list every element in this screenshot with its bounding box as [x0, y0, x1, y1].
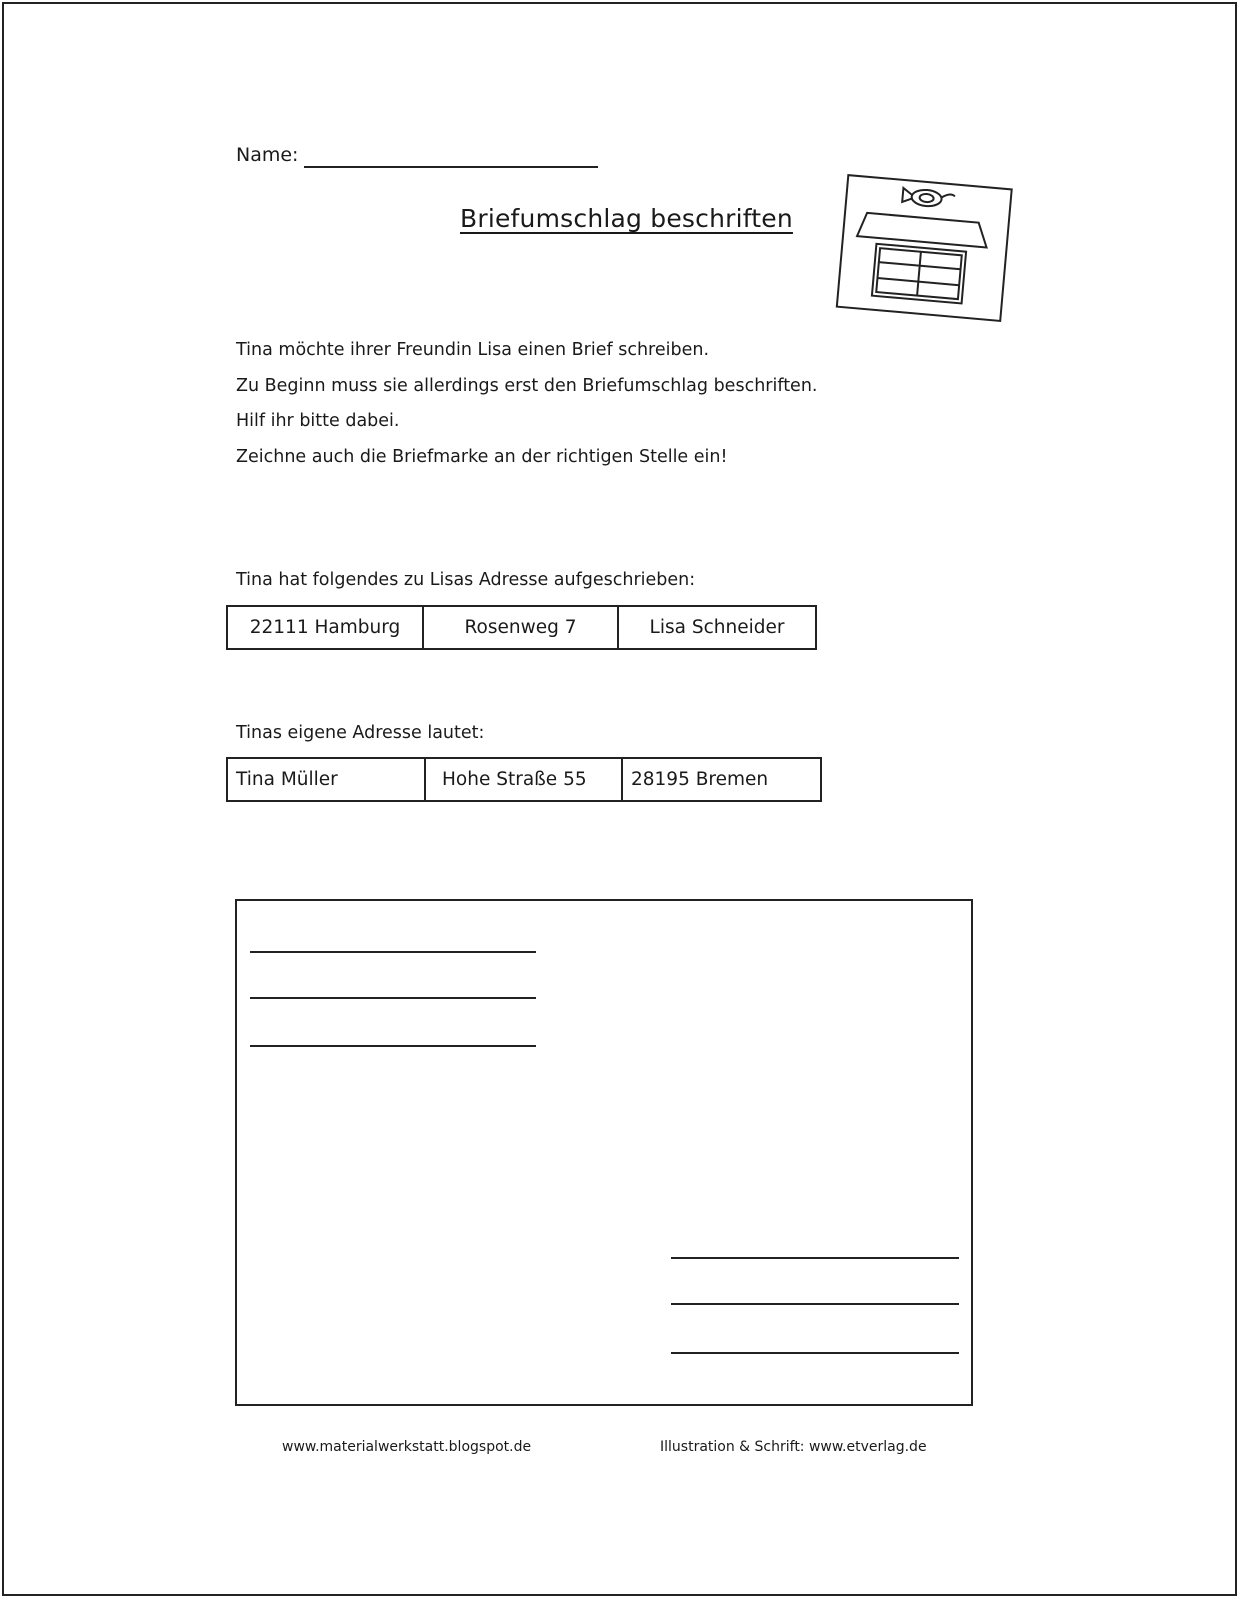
sender-city-cell: 28195 Bremen [622, 758, 821, 801]
name-label: Name: [236, 144, 299, 166]
recipient-street-cell: Rosenweg 7 [423, 606, 618, 649]
instructions [236, 333, 817, 475]
recipient-write-line[interactable] [671, 1303, 959, 1305]
recipient-address-table [226, 605, 817, 650]
page-title: Briefumschlag beschriften [460, 204, 793, 233]
sender-street-cell: Hohe Straße 55 [425, 758, 622, 801]
sender-write-line[interactable] [250, 1045, 536, 1047]
sender-write-line[interactable] [250, 951, 536, 953]
post-office-icon [826, 170, 1022, 332]
footer-credits: Illustration & Schrift: www.etverlag.de [660, 1439, 927, 1455]
instruction-line: Tina möchte ihrer Freundin Lisa einen Brief schreiben. [236, 340, 710, 360]
instruction-line: Hilf ihr bitte dabei. [236, 411, 400, 431]
instruction-line: Zu Beginn muss sie allerdings erst den Briefumschlag beschriften. [236, 375, 818, 396]
sender-address-table [226, 757, 822, 802]
footer-website: www.materialwerkstatt.blogspot.de [282, 1439, 532, 1455]
recipient-city-cell: 22111 Hamburg [227, 606, 423, 649]
envelope [235, 899, 973, 1406]
name-write-line[interactable] [304, 166, 598, 168]
recipient-write-line[interactable] [671, 1257, 959, 1259]
sender-name-cell: Tina Müller [227, 758, 425, 801]
recipient-section-label: Tina hat folgendes zu Lisas Adresse aufgeschrieben: [236, 570, 696, 590]
instruction-line: Zeichne auch die Briefmarke an der richtigen Stelle ein! [236, 446, 728, 467]
sender-write-line[interactable] [250, 997, 536, 999]
recipient-name-cell: Lisa Schneider [618, 606, 816, 649]
recipient-write-line[interactable] [671, 1352, 959, 1354]
sender-section-label: Tinas eigene Adresse lautet: [236, 723, 485, 743]
